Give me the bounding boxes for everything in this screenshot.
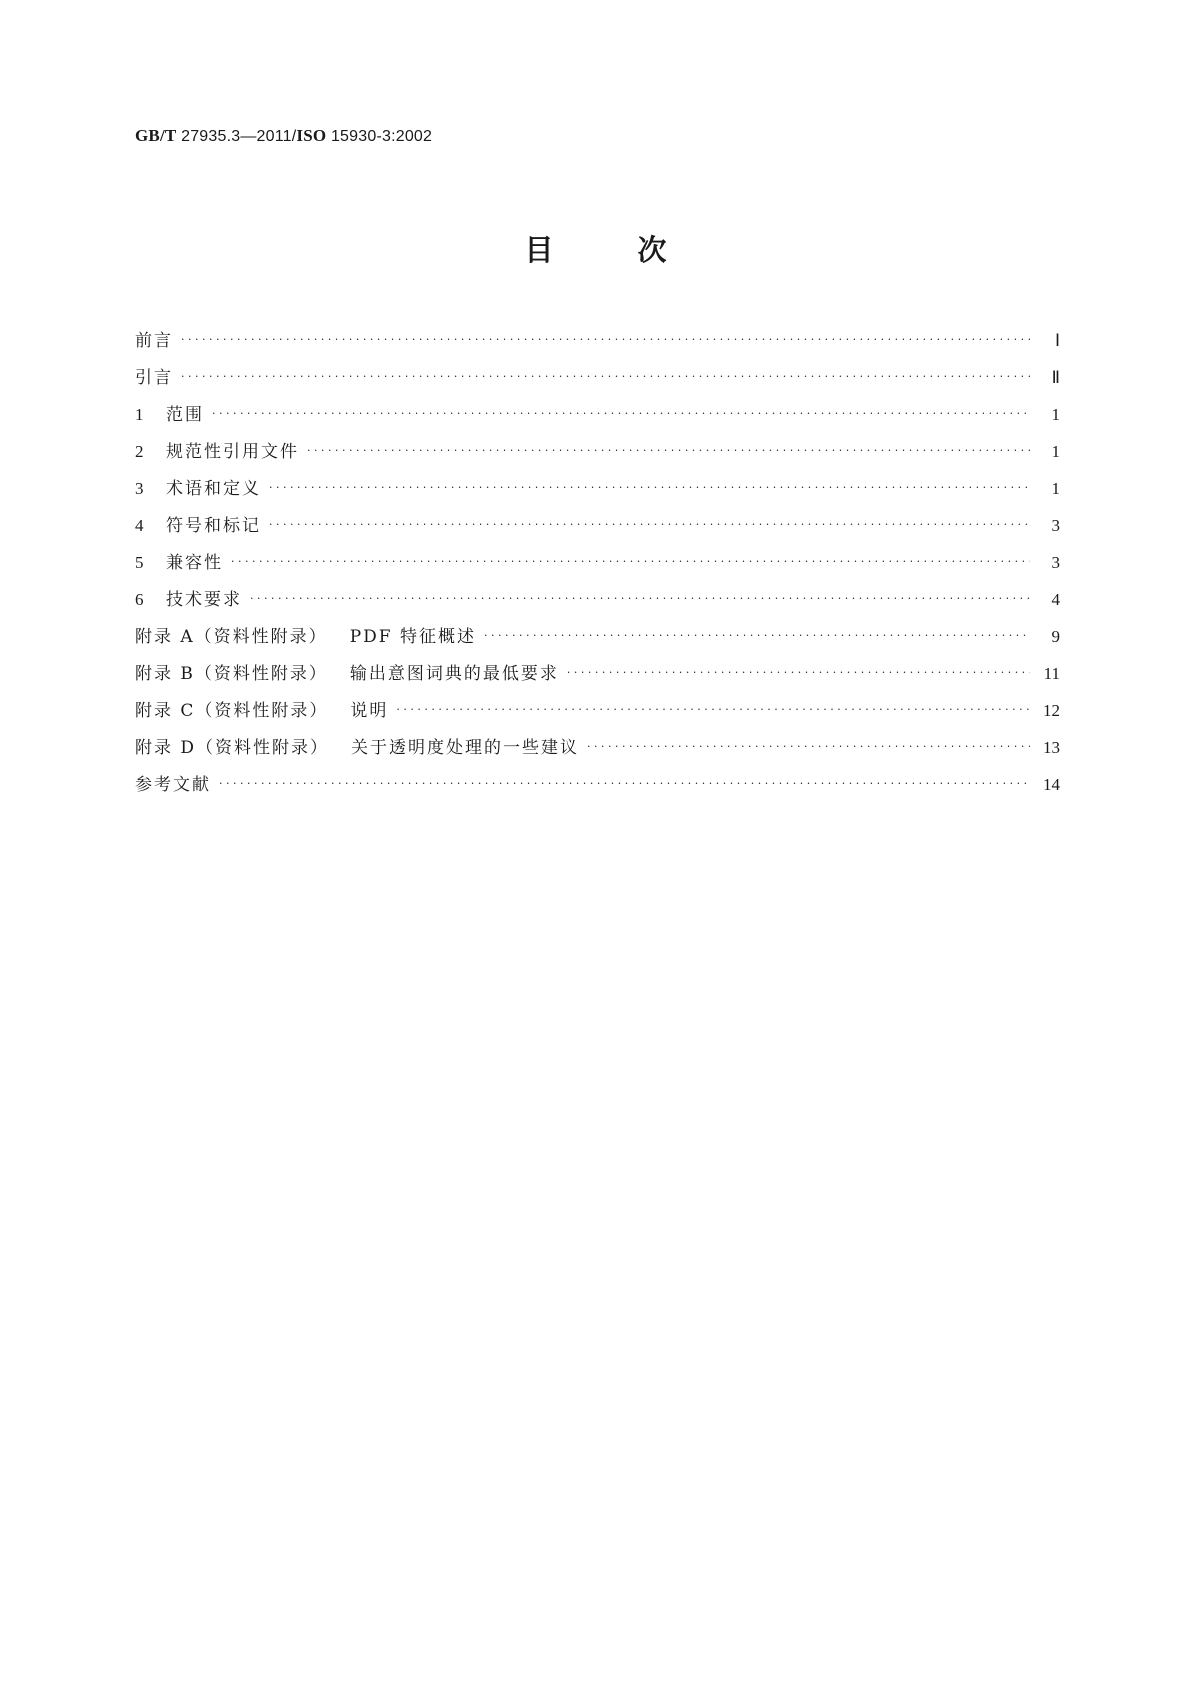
toc-label: 兼容性 xyxy=(166,553,223,573)
toc-label: 关于透明度处理的一些建议 xyxy=(351,738,580,758)
toc-page-number: Ⅱ xyxy=(1051,368,1060,387)
leader-dots xyxy=(250,592,1030,605)
leader-dots xyxy=(396,703,1030,716)
toc-page-number: 11 xyxy=(1043,664,1060,683)
toc-section-number: 4 xyxy=(135,516,144,535)
toc-page-number: 1 xyxy=(1051,405,1060,424)
page-title xyxy=(0,228,1191,269)
document-header xyxy=(135,126,432,146)
toc-page-number: 13 xyxy=(1043,738,1060,757)
table-of-contents xyxy=(135,326,1060,807)
toc-entry-annex-b[interactable] xyxy=(135,659,1060,696)
toc-section-number: 2 xyxy=(135,442,144,461)
toc-section-number: 6 xyxy=(135,590,144,609)
toc-entry-terms[interactable] xyxy=(135,474,1060,511)
toc-entry-normative-references[interactable] xyxy=(135,437,1060,474)
toc-section-number: 1 xyxy=(135,405,144,424)
toc-entry-scope[interactable] xyxy=(135,400,1060,437)
toc-label: PDF 特征概述 xyxy=(349,627,476,647)
standard-number: 27935.3—2011/ xyxy=(181,128,297,145)
toc-annex-prefix: 附录 B（资料性附录） xyxy=(135,664,328,684)
toc-page-number: 14 xyxy=(1043,775,1060,794)
toc-page-number: 1 xyxy=(1051,442,1060,461)
toc-page-number: 3 xyxy=(1051,553,1060,572)
toc-label: 参考文献 xyxy=(135,775,211,795)
leader-dots xyxy=(587,740,1030,753)
leader-dots xyxy=(567,666,1030,679)
toc-label: 说明 xyxy=(350,701,389,721)
toc-label: 范围 xyxy=(166,405,204,425)
leader-dots xyxy=(307,444,1030,457)
toc-page-number: 4 xyxy=(1051,590,1060,609)
leader-dots xyxy=(484,629,1030,642)
toc-section-number: 3 xyxy=(135,479,144,498)
toc-entry-annex-a[interactable] xyxy=(135,622,1060,659)
toc-label: 输出意图词典的最低要求 xyxy=(349,664,559,684)
iso-prefix: ISO xyxy=(296,126,327,145)
toc-entry-foreword[interactable] xyxy=(135,326,1060,363)
standard-prefix: GB/T xyxy=(135,126,177,145)
toc-label: 引言 xyxy=(135,368,173,388)
iso-number: 15930-3:2002 xyxy=(330,128,433,145)
leader-dots xyxy=(269,481,1030,494)
toc-label: 前言 xyxy=(135,331,173,351)
toc-entry-introduction[interactable] xyxy=(135,363,1060,400)
toc-label: 规范性引用文件 xyxy=(166,442,299,462)
leader-dots xyxy=(212,407,1030,420)
toc-page-number: 1 xyxy=(1051,479,1060,498)
toc-annex-prefix: 附录 D（资料性附录） xyxy=(135,738,330,758)
toc-label: 术语和定义 xyxy=(166,479,261,499)
leader-dots xyxy=(231,555,1030,568)
toc-page-number: 3 xyxy=(1051,516,1060,535)
toc-entry-bibliography[interactable] xyxy=(135,770,1060,807)
toc-annex-prefix: 附录 A（资料性附录） xyxy=(135,627,328,647)
leader-dots xyxy=(181,370,1030,383)
toc-page-number: Ⅰ xyxy=(1054,331,1060,350)
toc-entry-annex-c[interactable] xyxy=(135,696,1060,733)
toc-entry-conformance[interactable] xyxy=(135,548,1060,585)
toc-entry-annex-d[interactable] xyxy=(135,733,1060,770)
toc-entry-notation[interactable] xyxy=(135,511,1060,548)
toc-page-number: 12 xyxy=(1043,701,1060,720)
toc-page-number: 9 xyxy=(1051,627,1060,646)
title-char-2: 次 xyxy=(637,233,667,267)
toc-entry-technical-requirements[interactable] xyxy=(135,585,1060,622)
title-char-1: 目 xyxy=(524,233,554,267)
leader-dots xyxy=(181,333,1030,346)
toc-section-number: 5 xyxy=(135,553,144,572)
toc-annex-prefix: 附录 C（资料性附录） xyxy=(135,701,329,721)
leader-dots xyxy=(219,777,1030,790)
toc-label: 符号和标记 xyxy=(166,516,261,536)
toc-label: 技术要求 xyxy=(166,590,242,610)
leader-dots xyxy=(269,518,1030,531)
